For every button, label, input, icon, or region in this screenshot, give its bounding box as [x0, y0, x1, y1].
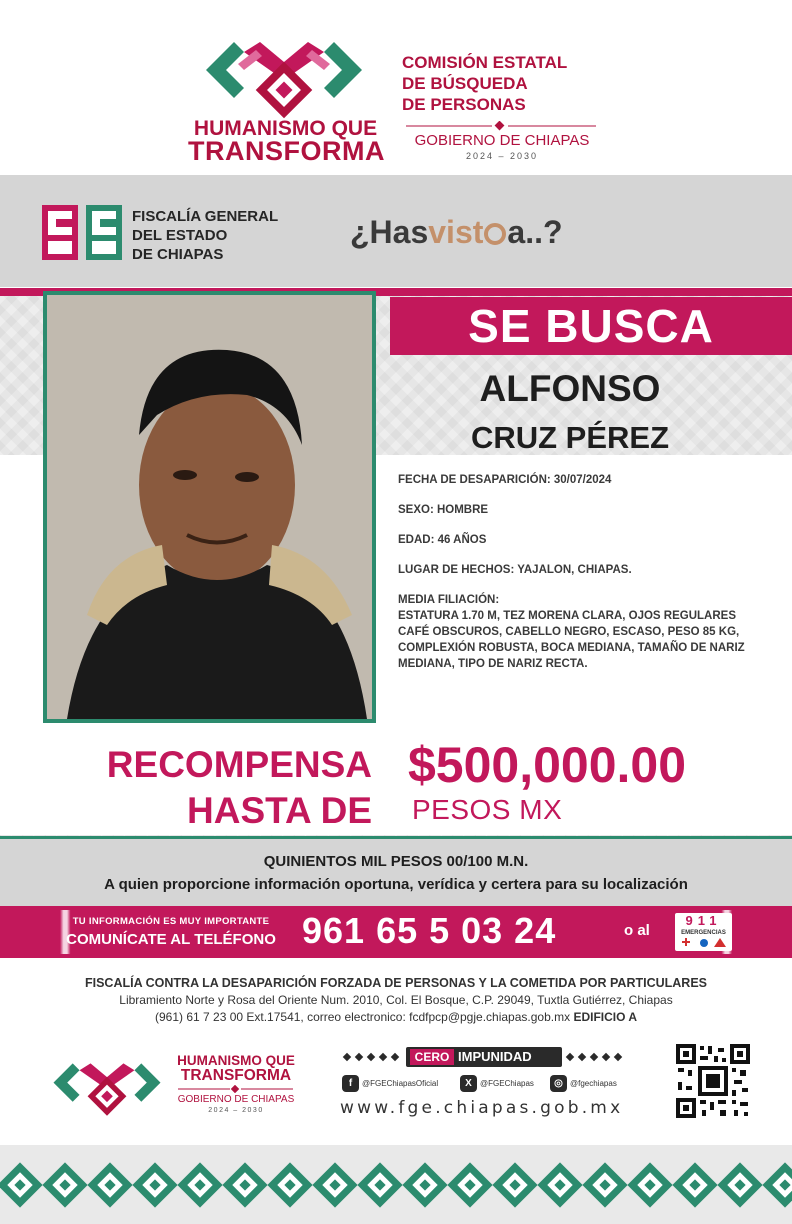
- commission-line2: DE BÚSQUEDA: [402, 74, 528, 93]
- slogan-accent: vist: [428, 214, 484, 250]
- government-years: 2024 – 2030: [465, 151, 539, 161]
- website-link[interactable]: www.fge.chiapas.gob.mx: [340, 1098, 624, 1118]
- social-x[interactable]: [460, 1074, 534, 1092]
- government-label: GOBIERNO DE CHIAPAS: [414, 132, 590, 149]
- footer-government-years: 2024 – 2030: [208, 1107, 264, 1114]
- office-address: Libramiento Norte y Rosa del Oriente Num. 2010, Col. El Bosque, C.P. 29049, Tuxtla Gutiérrez, Chiapas: [119, 993, 673, 1007]
- decorative-diamonds-icon: [342, 1052, 404, 1062]
- reward-currency: PESOS MX: [412, 794, 563, 825]
- reward-amount: $500,000.00: [408, 737, 687, 793]
- social-x-handle: @FGEChiapas: [480, 1078, 534, 1088]
- campaign-title: [188, 117, 385, 166]
- commission-line3: DE PERSONAS: [402, 95, 526, 114]
- footer-government-label: GOBIERNO DE CHIAPAS: [177, 1094, 295, 1105]
- social-instagram[interactable]: [550, 1074, 617, 1092]
- footer-campaign-line2: TRANSFORMA: [180, 1067, 292, 1084]
- slogan-post: a..?: [507, 214, 563, 250]
- divider-diamond-icon: [406, 121, 596, 131]
- detail-edad: EDAD: 46 AÑOS: [398, 534, 487, 546]
- impunidad-label: IMPUNIDAD: [458, 1049, 532, 1064]
- reward-label: [60, 742, 372, 834]
- person-details: [398, 472, 758, 672]
- decorative-diamonds-icon: [565, 1052, 627, 1062]
- wanted-headline: SE BUSCA: [390, 297, 792, 355]
- eye-icon: [484, 223, 506, 245]
- fiscalia-line3: DE CHIAPAS: [132, 246, 224, 263]
- fiscalia-name: [132, 207, 278, 264]
- humanismo-logo-small-icon: [48, 1055, 166, 1117]
- footer-campaign-title: [168, 1053, 304, 1083]
- person-last-name: CRUZ PÉREZ: [470, 420, 670, 455]
- detail-sexo: SEXO: HOMBRE: [398, 504, 489, 516]
- campaign-title-line1: HUMANISMO QUE: [193, 117, 378, 140]
- instagram-icon: ◎: [550, 1075, 567, 1092]
- person-first-name: ALFONSO: [479, 368, 661, 409]
- office-contact-line[interactable]: (961) 61 7 23 00 Ext.17541, correo electronico: fcdfpcp@pgje.chiapas.gob.mx: [154, 1010, 571, 1024]
- contact-important: TU INFORMACIÓN ES MUY IMPORTANTE: [72, 916, 270, 927]
- facebook-icon: f: [342, 1075, 359, 1092]
- fiscalia-line1: FISCALÍA GENERAL: [132, 208, 279, 225]
- contact-call: COMUNÍCATE AL TELÉFONO: [66, 931, 276, 948]
- commission-line1: COMISIÓN ESTATAL: [402, 53, 568, 72]
- detail-media-text: ESTATURA 1.70 M, TEZ MORENA CLARA, OJOS REGULARES CAFÉ OBSCUROS, CABELLO NEGRO, ESCASO, PESO 85 KG, COMPLEXIÓN ROBUSTA, BOCA MEDIANA, TAMAÑO DE NARIZ MEDIANA, TIPO DE NARIZ RECTA.: [398, 610, 745, 670]
- campaign-title-line2: TRANSFORMA: [188, 136, 385, 166]
- commission-name: [402, 52, 612, 115]
- reward-label-line1: RECOMPENSA: [106, 744, 372, 785]
- fge-logo-icon: [42, 205, 122, 260]
- reward-condition: A quien proporcione información oportuna, verídica y certera para su localización: [104, 876, 688, 893]
- detail-fecha: FECHA DE DESAPARICIÓN: 30/07/2024: [398, 474, 612, 486]
- reward-label-line2: HASTA DE: [187, 790, 372, 831]
- decorative-bottom-strip: [0, 1145, 792, 1224]
- emergency-services-icon: [680, 938, 728, 948]
- missing-person-photo: [43, 291, 376, 723]
- humanismo-logo-icon: [198, 30, 370, 120]
- office-contact: [0, 1010, 792, 1024]
- office-building: EDIFICIO A: [573, 1010, 637, 1024]
- diamond-pattern-icon: [0, 1157, 792, 1213]
- x-icon: X: [460, 1075, 477, 1092]
- detail-media-label: MEDIA FILIACIÓN:: [398, 594, 500, 606]
- contact-or: o al: [624, 922, 650, 939]
- emergency-label: EMERGENCIAS: [681, 930, 726, 936]
- footer-divider-diamond-icon: [178, 1085, 293, 1093]
- emergency-number: 911: [685, 913, 722, 928]
- social-instagram-handle: @fgechiapas: [570, 1078, 617, 1088]
- cero-label: CERO: [410, 1049, 454, 1065]
- footer-campaign-line1: HUMANISMO QUE: [177, 1053, 295, 1068]
- person-photo-illustration: [47, 295, 372, 719]
- header: [0, 0, 792, 175]
- slogan-has-visto: [350, 214, 563, 251]
- fiscalia-line2: DEL ESTADO: [132, 227, 228, 244]
- social-facebook[interactable]: [342, 1074, 438, 1092]
- qr-code-icon[interactable]: [676, 1044, 750, 1118]
- office-name: FISCALÍA CONTRA LA DESAPARICIÓN FORZADA DE PERSONAS Y LA COMETIDA POR PARTICULARES: [84, 976, 707, 990]
- detail-lugar: LUGAR DE HECHOS: YAJALON, CHIAPAS.: [398, 564, 632, 576]
- social-facebook-handle: @FGEChiapasOficial: [362, 1078, 439, 1088]
- slogan-pre: ¿Has: [350, 214, 429, 250]
- reward-amount-words: QUINIENTOS MIL PESOS 00/100 M.N.: [263, 853, 529, 870]
- contact-phone[interactable]: 961 65 5 03 24: [302, 910, 557, 951]
- reward-info-band: [0, 839, 792, 909]
